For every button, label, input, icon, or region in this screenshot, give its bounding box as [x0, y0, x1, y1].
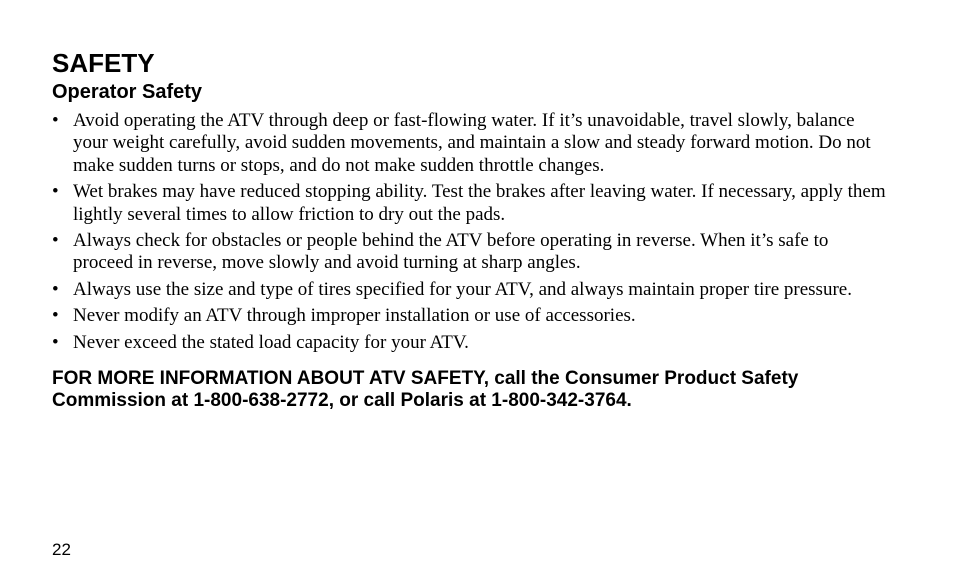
bullet-icon: •	[52, 278, 59, 300]
document-page	[52, 48, 892, 431]
list-item-text: Never exceed the stated load capacity for your ATV.	[73, 331, 469, 353]
list-item	[52, 305, 892, 327]
bullet-icon: •	[52, 305, 59, 327]
list-item	[52, 230, 892, 275]
bullet-icon: •	[52, 181, 59, 203]
bullet-icon: •	[52, 230, 59, 252]
section-title: SAFETY	[52, 48, 155, 78]
bullet-icon: •	[52, 110, 59, 131]
safety-bullet-list	[52, 110, 892, 354]
list-item-text: Always check for obstacles or people behind the ATV before operating in reverse. When it’s safe to proceed in reverse, move slowly and avoid turning at sharp angles.	[73, 230, 829, 274]
list-item-text: Never modify an ATV through improper installation or use of accessories.	[73, 305, 636, 327]
list-item-text: Avoid operating the ATV through deep or fast-flowing water. If it’s unavoidable, travel slowly, balance your weight carefully, avoid sudden movements, and maintain a slow and steady forward motion. Do not make sudden turns or stops, and do not make sudden throttle changes.	[73, 110, 871, 176]
list-item-text: Wet brakes may have reduced stopping ability. Test the brakes after leaving water. If necessary, apply them lightly several times to allow friction to dry out the pads.	[73, 181, 886, 225]
subsection-title: Operator Safety	[52, 81, 203, 103]
contact-info-note: FOR MORE INFORMATION ABOUT ATV SAFETY, call the Consumer Product Safety Commission at 1-800-638-2772, or call Polaris at 1-800-342-3764.	[52, 368, 799, 412]
list-item	[52, 181, 892, 226]
list-item-text: Always use the size and type of tires specified for your ATV, and always maintain proper tire pressure.	[73, 278, 852, 300]
list-item	[52, 279, 892, 301]
list-item	[52, 110, 892, 177]
bullet-icon: •	[52, 331, 59, 353]
list-item	[52, 332, 892, 354]
page-number: 22	[52, 540, 71, 559]
